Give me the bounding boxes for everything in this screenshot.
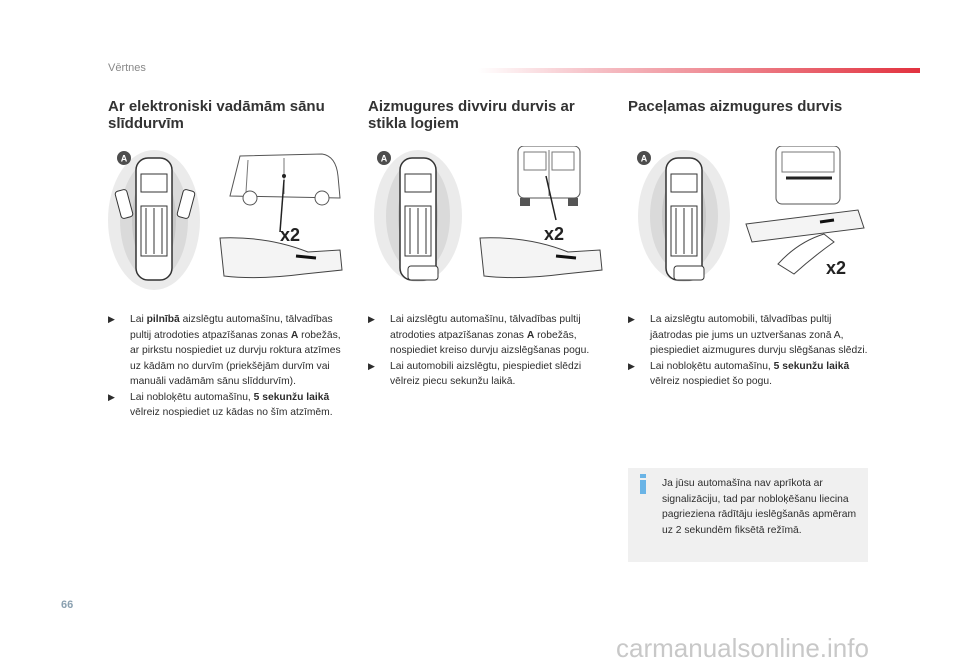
zone-badge-label: A bbox=[640, 153, 648, 164]
column-sliding-doors bbox=[108, 98, 348, 421]
section-header: Vērtnes bbox=[108, 62, 146, 74]
van-side-graphic bbox=[230, 154, 340, 205]
zone-badge-label: A bbox=[120, 153, 128, 164]
times-label: x2 bbox=[280, 225, 301, 245]
van-rear-graphic bbox=[518, 146, 580, 206]
list-item: ▶ Lai pilnībā aizslēgtu automašīnu, tālvadības pultij atrodoties atpazīšanas zonas A robežās, ar pirkstu nospiediet uz durvju roktura atzīmes uz kādām no durvīm (priekšējām durvīm vai manuāli vadāmām sānu slīddurvīm). bbox=[108, 314, 341, 387]
column-rear-doors bbox=[368, 98, 608, 390]
hand-pressing-graphic bbox=[746, 210, 864, 274]
illustration-tailgate bbox=[628, 146, 868, 294]
info-icon bbox=[640, 474, 646, 478]
times-label: x2 bbox=[544, 224, 565, 244]
bullet-marker-icon: ▶ bbox=[628, 360, 635, 371]
detection-zone-graphic bbox=[638, 150, 730, 282]
bullet-marker-icon: ▶ bbox=[108, 391, 115, 402]
zone-badge-label: A bbox=[380, 153, 388, 164]
list-item: ▶ Lai nobloķētu automašīnu, 5 sekunžu laikā vēlreiz nospiediet uz kādas no šīm atzīmēm. bbox=[108, 391, 333, 418]
van-rear-graphic bbox=[776, 146, 840, 204]
hand-pressing-graphic bbox=[480, 238, 602, 278]
detection-zone-graphic bbox=[108, 150, 200, 290]
list-item: ▶ Lai nobloķētu automašīnu, 5 sekunžu laikā vēlreiz nospiediet šo pogu. bbox=[628, 360, 850, 387]
hand-pressing-graphic bbox=[220, 238, 342, 278]
illustration-rear-doors bbox=[368, 146, 608, 294]
illustration-sliding-doors bbox=[108, 146, 348, 294]
page-number: 66 bbox=[61, 599, 74, 611]
info-icon-stem bbox=[640, 480, 646, 494]
instruction-list bbox=[368, 312, 608, 390]
column-title: Ar elektroniski vadāmām sānu slīddurvīm bbox=[108, 98, 325, 132]
detection-zone-graphic bbox=[374, 150, 462, 282]
bullet-marker-icon: ▶ bbox=[108, 314, 115, 324]
instruction-list bbox=[628, 312, 868, 390]
column-title: Paceļamas aizmugures durvis bbox=[628, 98, 843, 115]
times-label: x2 bbox=[826, 258, 847, 278]
header-gradient-line bbox=[478, 68, 920, 73]
instruction-list bbox=[108, 312, 348, 421]
column-tailgate bbox=[628, 98, 868, 390]
list-item: ▶ Lai automobili aizslēgtu, piespiediet slēdzi vēlreiz piecu sekunžu laikā. bbox=[368, 360, 582, 387]
column-title: Aizmugures divviru durvis ar stikla logiem bbox=[368, 98, 575, 132]
list-item: ▶ La aizslēgtu automobili, tālvadības pultij jāatrodas pie jums un uztveršanas zonā A, piespiediet aizmugures durvju slēgšanas slēdzi. bbox=[628, 314, 868, 356]
bullet-marker-icon: ▶ bbox=[628, 314, 635, 324]
watermark: carmanualsonline.info bbox=[616, 633, 869, 663]
bullet-marker-icon: ▶ bbox=[368, 314, 375, 324]
list-item: ▶ Lai aizslēgtu automašīnu, tālvadības pultij atrodoties atpazīšanas zonas A robežās, nospiediet kreiso durvju aizslēgšanas pogu. bbox=[368, 314, 590, 356]
bullet-marker-icon: ▶ bbox=[368, 360, 375, 371]
info-box bbox=[628, 468, 868, 562]
info-text: Ja jūsu automašīna nav aprīkota ar signalizāciju, tad par nobloķēšanu liecina pagrieziena rādītāju ieslēgšanās apmēram uz 2 sekundēm fiksētā režīmā. bbox=[662, 478, 857, 536]
